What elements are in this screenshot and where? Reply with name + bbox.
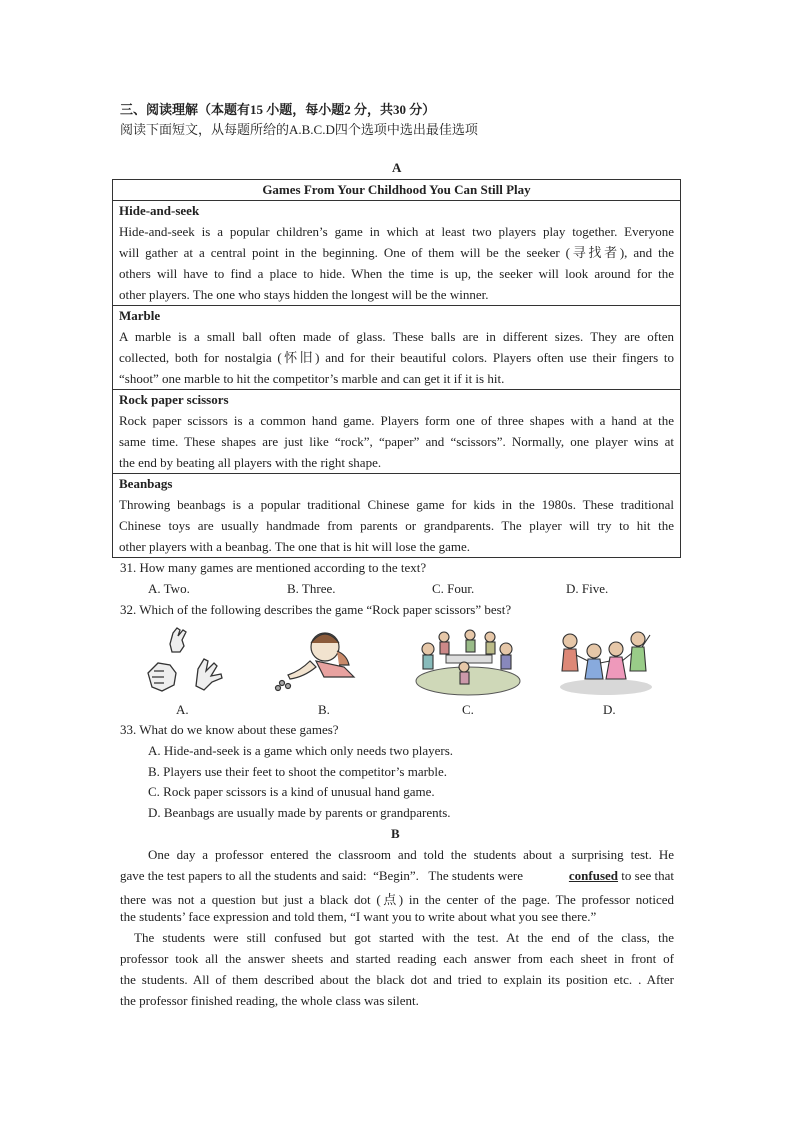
passage-b-text: gave the test papers to all the students and said: “Begin”. The students were <box>120 868 527 883</box>
text-line: other players with a beanbag. The one that is hit will lose the game. <box>119 539 471 554</box>
q33-stem: 33. What do we know about these games? <box>120 722 339 737</box>
marbles-picture[interactable] <box>270 625 365 697</box>
section-rock-paper-scissors <box>113 390 681 474</box>
passage-a-table <box>112 179 681 558</box>
q32-stem: 32. Which of the following describes the game “Rock paper scissors” best? <box>120 602 512 617</box>
passage-b-line: the students. All of them described about the black dot and tried to explain its position etc. . After <box>120 972 674 987</box>
section-heading-marble: Marble <box>119 308 161 323</box>
instruction: 阅读下面短文，从每题所给的A.B.C.D四个选项中选出最佳选项 <box>120 122 478 137</box>
q31-option-a[interactable]: A. Two. <box>148 581 190 596</box>
text-line: collected, both for nostalgia (怀旧) and for their beautiful colors. Players often use their fingers to <box>119 350 674 365</box>
q32-option-b[interactable]: B. <box>318 702 330 717</box>
passage-b-line: One day a professor entered the classroom and told the students about a surprising test. He <box>148 847 674 862</box>
passage-b-label: B <box>391 826 400 841</box>
confused-word: confused <box>568 868 619 883</box>
text-line: same time. These shapes are just like “rock”, “paper” and “scissors”. Normally, one player wins at <box>119 434 674 449</box>
text-line: “shoot” one marble to hit the competitor’s marble and can get it if it is hit. <box>119 371 505 386</box>
section-heading-hide-and-seek: Hide-and-seek <box>119 203 200 218</box>
q31-option-c[interactable]: C. Four. <box>432 581 475 596</box>
section-beanbags <box>113 474 681 558</box>
section-heading-beanbags: Beanbags <box>119 476 173 491</box>
text-line: A marble is a small ball often made of glass. These balls are in different sizes. They are often <box>119 329 674 344</box>
passage-b-line: the students’ face expression and told them, “I want you to write about what you see there.” <box>120 909 597 924</box>
q32-option-d[interactable]: D. <box>603 702 616 717</box>
passage-b-line: the professor finished reading, the whole class was silent. <box>120 993 419 1008</box>
text-line: Hide-and-seek is a popular children’s game in which at least two players play together. Everyone <box>119 224 674 239</box>
text-line: other players. The one who stays hidden the longest will be the winner. <box>119 287 489 302</box>
section-marble <box>113 306 681 390</box>
q33-option-d[interactable]: D. Beanbags are usually made by parents or grandparents. <box>148 805 451 820</box>
passage-a-label: A <box>392 160 402 175</box>
q33-option-a[interactable]: A. Hide-and-seek is a game which only needs two players. <box>148 743 454 758</box>
section-hide-and-seek <box>113 201 681 306</box>
section-heading-rock-paper-scissors: Rock paper scissors <box>119 392 229 407</box>
passage-b-line: professor took all the answer sheets and started reading each answer from each sheet in front of <box>120 951 674 966</box>
text-line: Chinese toys are usually handmade from parents or grandparents. The player will try to hit the <box>119 518 674 533</box>
passage-b-line: there was not a question but just a black dot (点) in the center of the page. The professor noticed <box>120 892 674 907</box>
passage-b-line: The students were still confused but got started with the test. At the end of the class, the <box>134 930 674 945</box>
q32-option-c[interactable]: C. <box>462 702 474 717</box>
q31-option-b[interactable]: B. Three. <box>287 581 336 596</box>
text-line: others will have to find a place to hide. When the time is up, the seeker will look around for the <box>119 266 674 281</box>
q33-option-c[interactable]: C. Rock paper scissors is a kind of unusual hand game. <box>148 784 435 799</box>
text-line: Rock paper scissors is a common hand game. Players form one of three shapes with a hand at the <box>119 413 674 428</box>
q33-option-b[interactable]: B. Players use their feet to shoot the competitor’s marble. <box>148 764 448 779</box>
text-line: the end by beating all players with the right shape. <box>119 455 382 470</box>
passage-b-text: to see that <box>618 868 674 883</box>
text-line: will gather at a central point in the beginning. One of them will be the seeker (寻找者), and the <box>119 245 674 260</box>
section-heading: 三、阅读理解（本题有15 小题，每小题2 分，共30 分） <box>120 102 436 117</box>
q31-stem: 31. How many games are mentioned according to the text? <box>120 560 427 575</box>
kids-game-picture[interactable] <box>414 625 522 697</box>
hand-gestures-picture[interactable] <box>140 625 230 697</box>
passage-b-line <box>120 868 674 884</box>
q32-option-a[interactable]: A. <box>176 702 189 717</box>
passage-a-title: Games From Your Childhood You Can Still Play <box>113 180 681 201</box>
q31-option-d[interactable]: D. Five. <box>566 581 609 596</box>
kids-dancing-picture[interactable] <box>556 625 656 697</box>
text-line: Throwing beanbags is a popular traditional Chinese game for kids in the 1980s. These traditional <box>119 497 674 512</box>
